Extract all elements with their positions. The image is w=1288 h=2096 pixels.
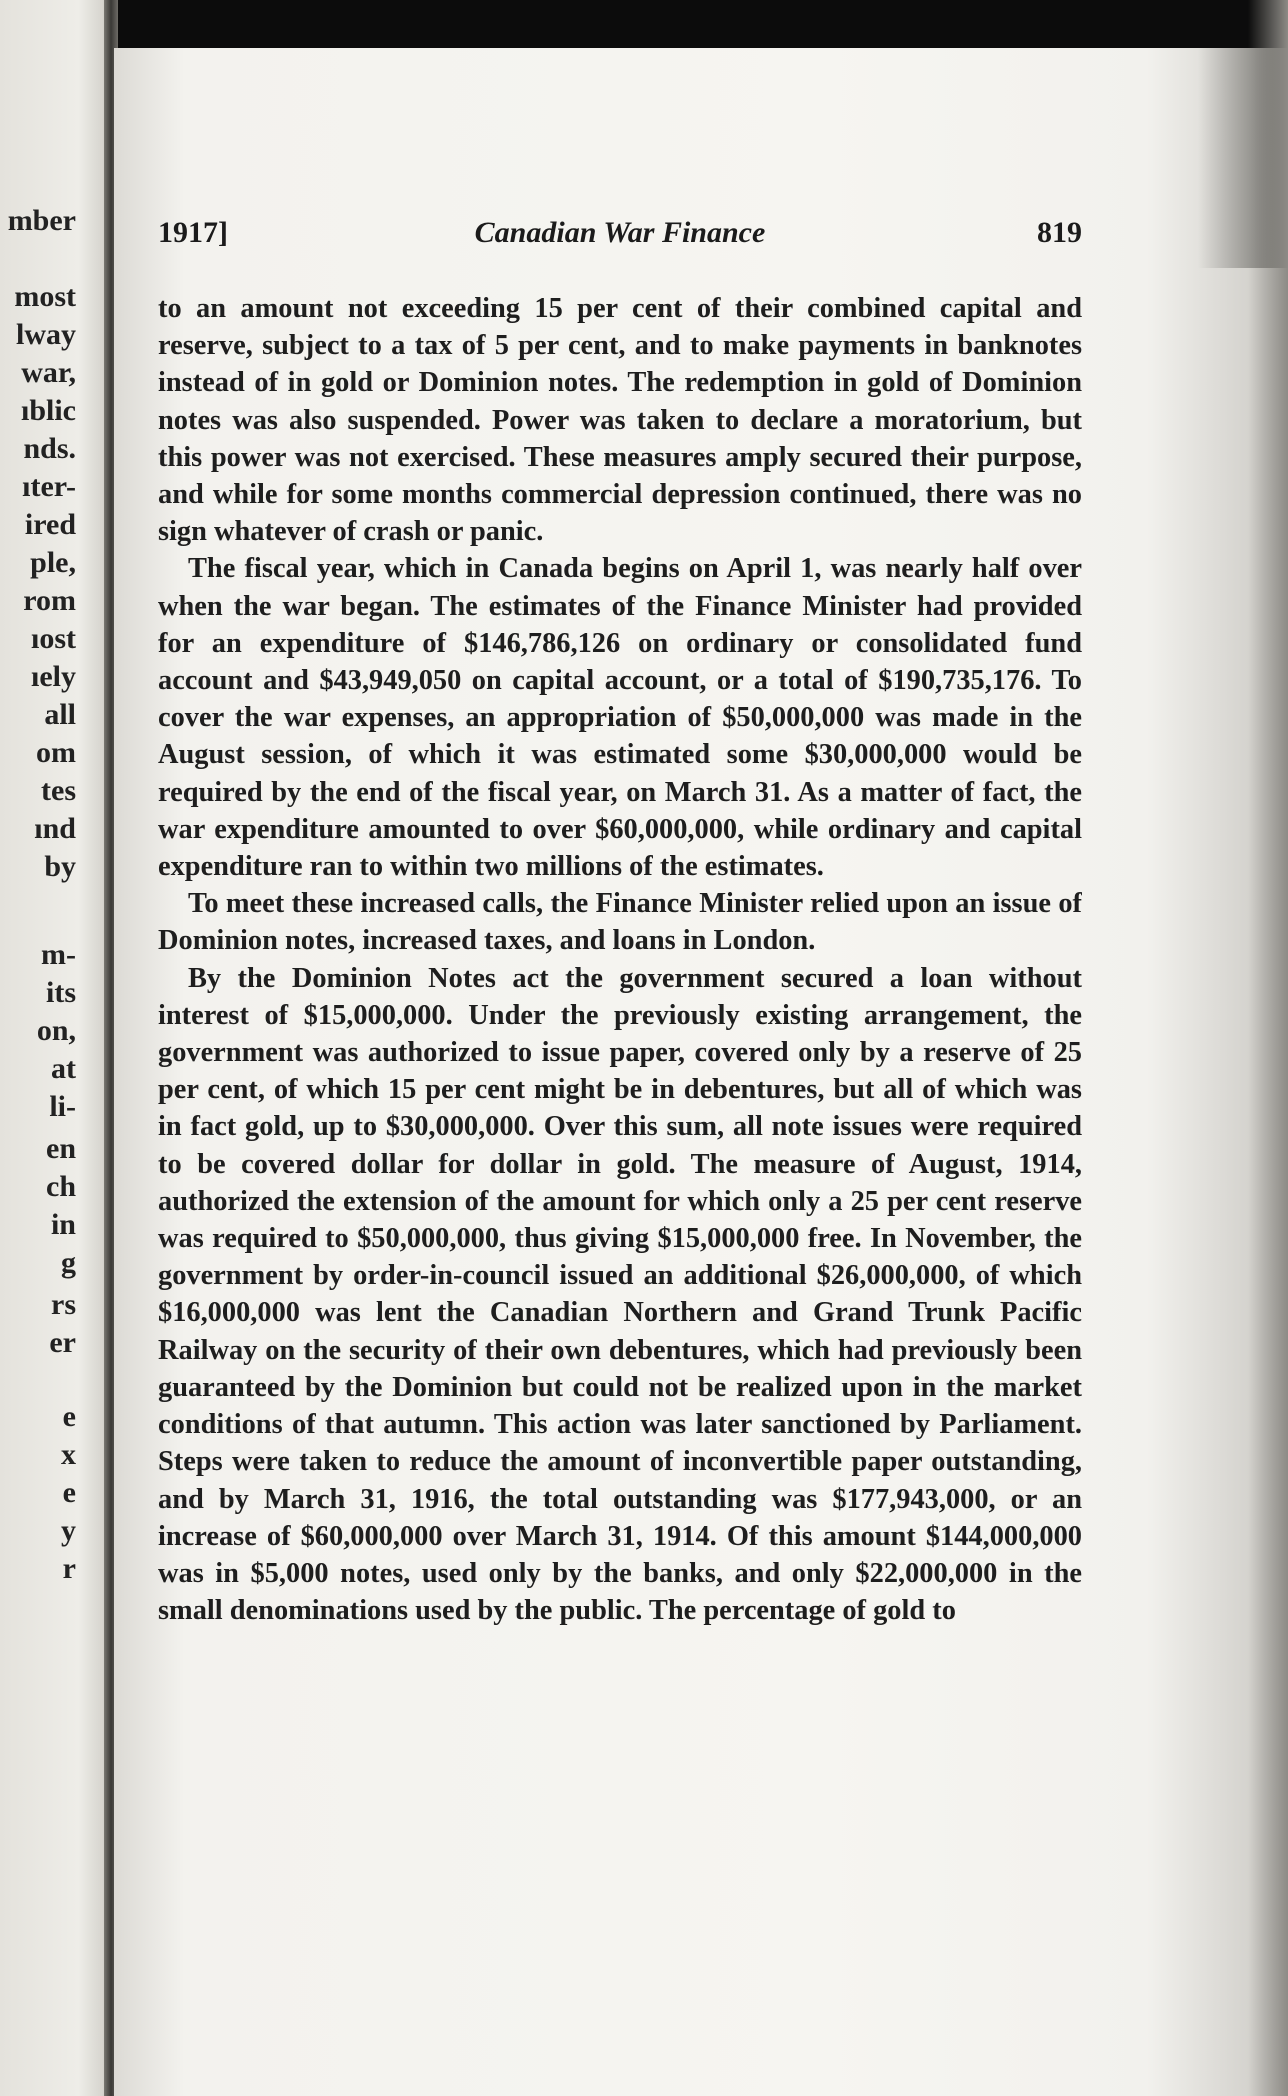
left-page-fragment: ired [24,508,76,541]
left-page-fragment: e [62,1400,76,1433]
paragraph: The fiscal year, which in Canada begins on April 1, was nearly half over when the war began. The estimates of the Finance Minister had provided for an expenditure of $146,786,126 on ordinary or consolidated fund account and $43,949,050 on capital account, or a total of $190,735,176. To cover the war expenses, an appropriation of $50,000,000 was made in the August session, of which it was estimated some $30,000,000 would be required by the end of the fiscal year, on March 31. As a matter of fact, the war expenditure amounted to over $60,000,000, while ordinary and capital expenditure ran to within two millions of the estimates. [158,553,1082,883]
left-page-fragment: om [36,736,76,769]
left-page-fragment: nds. [23,432,76,465]
left-page-fragment: at [51,1052,76,1085]
left-page-fragment: en [46,1132,76,1165]
paragraph: to an amount not exceeding 15 per cent of their combined capital and reserve, subject to a tax of 5 per cent, and to make payments in banknotes instead of in gold or Dominion notes. The redemption in gold of Dominion notes was also suspended. Power was taken to declare a moratorium, but this power was not exercised. These measures amply secured their purpose, and while for some months commercial depression continued, there was no sign whatever of crash or panic. [158,293,1082,548]
left-page-fragment: rs [51,1288,76,1321]
left-page-fragment: g [61,1246,76,1279]
left-page-fragment: ple, [30,546,76,579]
left-page-fragment: ıely [31,660,76,693]
header-title: Canadian War Finance [474,216,766,249]
paragraph: By the Dominion Notes act the government secured a loan without interest of $15,000,000. Under the previously existing arrangement, the government was authorized to issue paper, covered only by a reserve of 25 per cent, of which 15 per cent might be in debentures, but all of which was in fact gold, up to $30,000,000. Over this sum, all note issues were required to be covered dollar for dollar in gold. The measure of August, 1914, authorized the extension of the amount for which only a 25 per cent reserve was required to $50,000,000, thus giving $15,000,000 free. In November, the government by order-in-council issued an additional $26,000,000, of which $16,000,000 was lent the Canadian Northern and Grand Trunk Pacific Railway on the security of their own debentures, which had previously been guaranteed by the Dominion but could not be realized upon in the market conditions of that autumn. This action was later sanctioned by Parliament. Steps were taken to reduce the amount of inconvertible paper outstanding, and by March 31, 1916, the total outstanding was $177,943,000, or an increase of $60,000,000 over March 31, 1914. Of this amount $144,000,000 was in $5,000 notes, used only by the banks, and only $22,000,000 in the small denominations used by the public. The percentage of gold to [158,962,1082,1627]
scan-top-border [0,0,1288,48]
left-page-fragment: e [62,1476,76,1509]
left-page-fragment: by [44,850,76,883]
page-number: 819 [1037,216,1082,249]
left-page-fragment: ınd [34,812,76,845]
previous-page-edge [0,0,112,2096]
left-page-fragment: m- [41,938,76,971]
paragraph: To meet these increased calls, the Finance Minister relied upon an issue of Dominion notes, increased taxes, and loans in London. [158,888,1082,957]
left-page-fragment: rom [23,584,76,617]
left-page-fragment: lway [16,318,76,351]
left-page-fragment: r [62,1552,76,1585]
left-page-fragment: mber [7,204,76,237]
left-page-fragment: all [44,698,76,731]
left-page-fragment: ıter- [22,470,76,503]
body-text [158,290,1082,1910]
left-page-fragment: war, [21,356,76,389]
left-page-fragment: in [50,1208,76,1241]
left-page-fragment: most [14,280,76,313]
left-page-fragment: x [61,1438,76,1471]
left-page-fragment: tes [41,774,76,807]
running-header [158,216,1082,260]
header-year: 1917] [158,216,228,249]
left-page-fragment: its [46,976,76,1009]
left-page-fragment: on, [36,1014,76,1047]
left-page-fragment: ıblic [20,394,76,427]
page-edge-shadow [1248,0,1288,2096]
left-page-fragment: li- [49,1090,76,1123]
left-page-fragment: y [61,1514,76,1547]
left-page-fragment: ch [46,1170,76,1203]
left-page-fragment: ıost [31,622,76,655]
left-page-fragment: er [49,1326,76,1359]
